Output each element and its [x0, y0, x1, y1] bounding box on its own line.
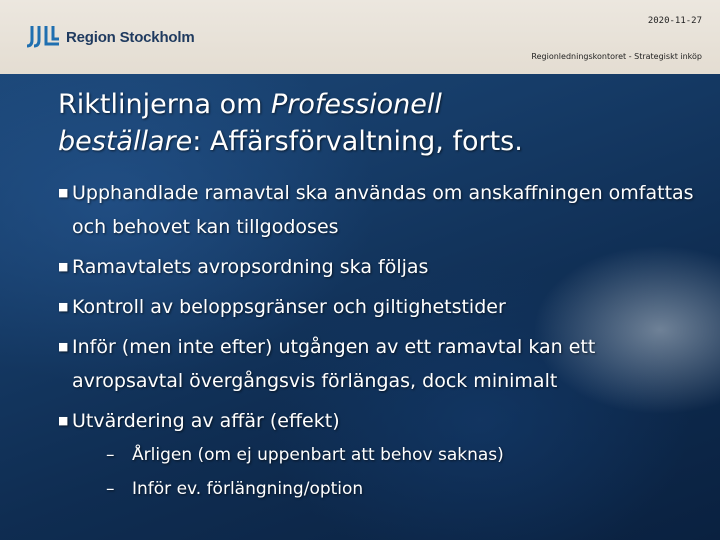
square-bullet-icon: ■ — [58, 300, 69, 313]
dash-bullet: – — [106, 445, 115, 465]
sub-bullet-text: Inför ev. förlängning/option — [132, 479, 364, 499]
header-bar — [0, 0, 720, 74]
date-label: 2020-11-27 — [647, 16, 702, 26]
bullet-list — [58, 176, 698, 512]
sub-bullet-item — [106, 472, 698, 506]
logo-text: Region Stockholm — [66, 28, 195, 46]
sub-bullet-item — [106, 438, 698, 472]
title-suffix: : Affärsförvaltning, forts. — [192, 126, 523, 157]
bullet-text: Ramavtalets avropsordning ska följas — [72, 256, 429, 278]
bullet-item — [58, 290, 698, 324]
slide-title — [58, 86, 698, 160]
title-prefix: Riktlinjerna om — [58, 89, 271, 120]
bullet-item — [58, 250, 698, 284]
dash-bullet: – — [106, 479, 115, 499]
sub-bullet-list — [72, 438, 698, 506]
sub-bullet-text: Årligen (om ej uppenbart att behov saknas) — [132, 445, 504, 465]
bullet-item — [58, 176, 698, 244]
region-stockholm-logo-icon — [26, 24, 60, 50]
bullet-text: Utvärdering av affär (effekt) — [72, 410, 340, 432]
square-bullet-icon: ■ — [58, 186, 69, 199]
bullet-item — [58, 330, 698, 398]
square-bullet-icon: ■ — [58, 260, 69, 273]
bullet-text: Kontroll av beloppsgränser och giltighetstider — [72, 296, 506, 318]
title-italic-1: Professionell — [270, 89, 442, 120]
title-italic-2: beställare — [58, 126, 193, 157]
square-bullet-icon: ■ — [58, 340, 69, 353]
region-stockholm-logo — [26, 22, 194, 52]
square-bullet-icon: ■ — [58, 414, 69, 427]
bullet-text: Inför (men inte efter) utgången av ett ramavtal kan ett avropsavtal övergångsvis förlängas, dock minimalt — [72, 336, 596, 392]
department-label: Regionledningskontoret - Strategiskt inköp — [531, 52, 702, 61]
bullet-item — [58, 404, 698, 506]
bullet-text: Upphandlade ramavtal ska användas om anskaffningen omfattas och behovet kan tillgodoses — [72, 182, 694, 238]
